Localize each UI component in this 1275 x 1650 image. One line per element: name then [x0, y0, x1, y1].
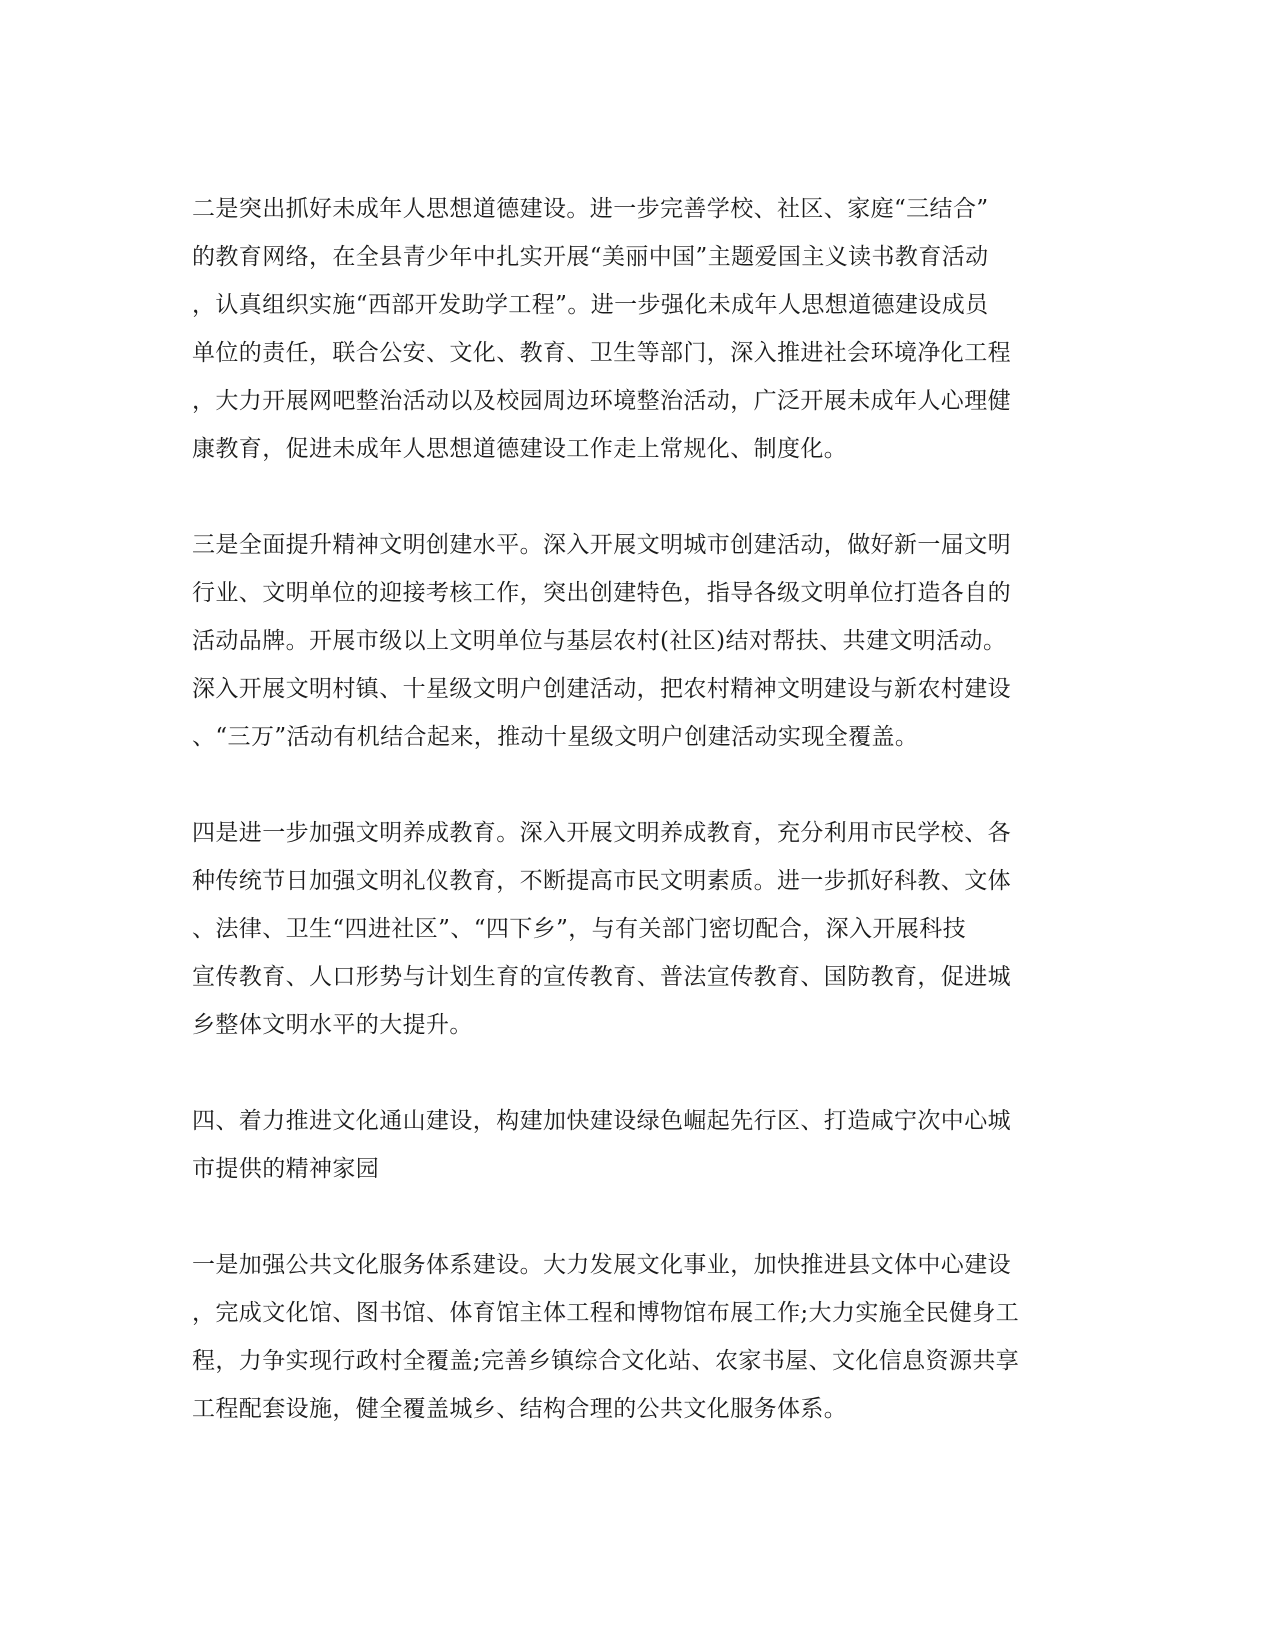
text-line: 四、着力推进文化通山建设，构建加快建设绿色崛起先行区、打造咸宁次中心城: [192, 1108, 1011, 1134]
text-line: 三是全面提升精神文明创建水平。深入开展文明城市创建活动，做好新一届文明: [192, 532, 1011, 558]
text-line: 、“三万”活动有机结合起来，推动十星级文明户创建活动实现全覆盖。: [192, 724, 919, 750]
text-line: ，完成文化馆、图书馆、体育馆主体工程和博物馆布展工作;大力实施全民健身工: [192, 1300, 1020, 1326]
section-heading-culture-tongshan: [192, 1097, 1082, 1193]
text-line: 程，力争实现行政村全覆盖;完善乡镇综合文化站、农家书屋、文化信息资源共享: [192, 1348, 1020, 1374]
text-line: 宣传教育、人口形势与计划生育的宣传教育、普法宣传教育、国防教育，促进城: [192, 964, 1011, 990]
text-line: 康教育，促进未成年人思想道德建设工作走上常规化、制度化。: [192, 436, 848, 462]
text-line: 乡整体文明水平的大提升。: [192, 1012, 473, 1038]
paragraph-public-culture-service: [192, 1241, 1082, 1433]
text-line: 一是加强公共文化服务体系建设。大力发展文化事业，加快推进县文体中心建设: [192, 1252, 1011, 1278]
paragraph-minors-moral-education: [192, 185, 1082, 473]
document-body: [192, 185, 1082, 1481]
text-line: 四是进一步加强文明养成教育。深入开展文明养成教育，充分利用市民学校、各: [192, 820, 1011, 846]
text-line: 二是突出抓好未成年人思想道德建设。进一步完善学校、社区、家庭“三结合”: [192, 196, 989, 222]
paragraph-civility-education: [192, 809, 1082, 1049]
text-line: ，认真组织实施“西部开发助学工程”。进一步强化未成年人思想道德建设成员: [192, 292, 989, 318]
text-line: ，大力开展网吧整治活动以及校园周边环境整治活动，广泛开展未成年人心理健: [192, 388, 1011, 414]
text-line: 市提供的精神家园: [192, 1156, 380, 1182]
text-line: 活动品牌。开展市级以上文明单位与基层农村(社区)结对帮扶、共建文明活动。: [192, 628, 1007, 654]
text-line: 种传统节日加强文明礼仪教育，不断提高市民文明素质。进一步抓好科教、文体: [192, 868, 1011, 894]
text-line: 、法律、卫生“四进社区”、“四下乡”，与有关部门密切配合，深入开展科技: [192, 916, 967, 942]
text-line: 单位的责任，联合公安、文化、教育、卫生等部门，深入推进社会环境净化工程: [192, 340, 1011, 366]
text-line: 的教育网络，在全县青少年中扎实开展“美丽中国”主题爱国主义读书教育活动: [192, 244, 989, 270]
text-line: 行业、文明单位的迎接考核工作，突出创建特色，指导各级文明单位打造各自的: [192, 580, 1011, 606]
text-line: 工程配套设施，健全覆盖城乡、结构合理的公共文化服务体系。: [192, 1396, 848, 1422]
paragraph-civilization-creation: [192, 521, 1082, 761]
text-line: 深入开展文明村镇、十星级文明户创建活动，把农村精神文明建设与新农村建设: [192, 676, 1011, 702]
